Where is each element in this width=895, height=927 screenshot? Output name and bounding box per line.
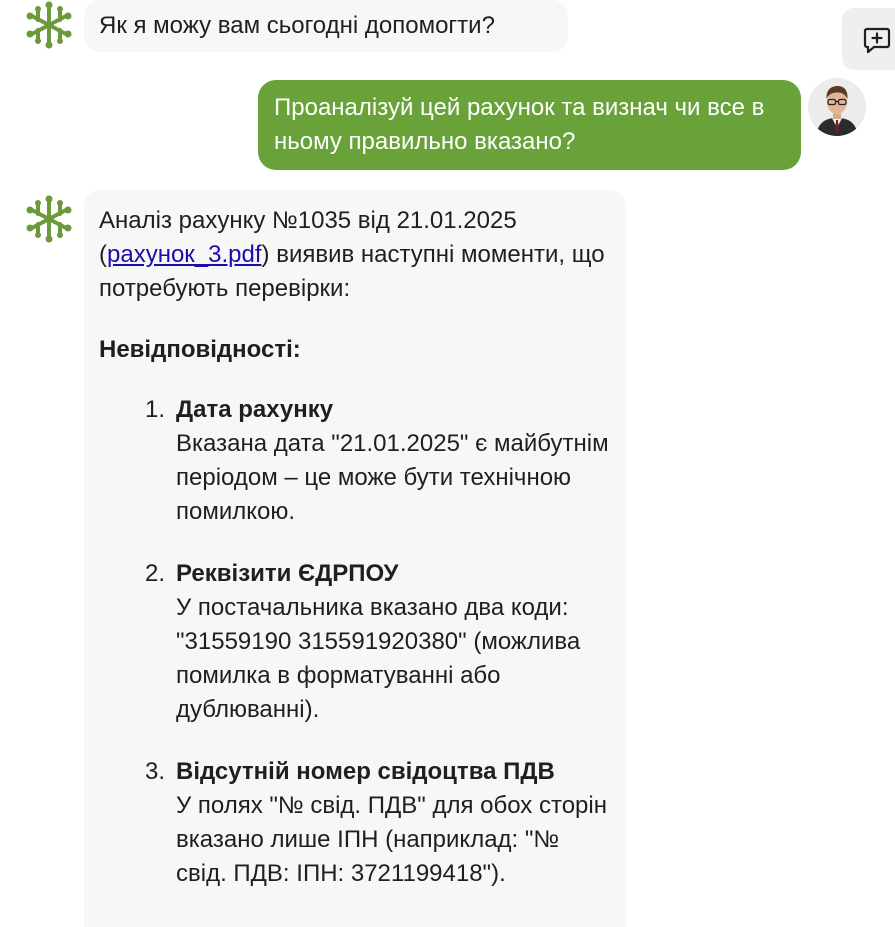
attachment-link[interactable]: рахунок_3.pdf — [107, 241, 262, 268]
list-item-description: У полях "№ свід. ПДВ" для обох сторін вказано лише ІПН (наприклад: "№ свід. ПДВ: ІПН: 3721199418"). — [176, 792, 607, 887]
bot-greeting-text: Як я можу вам сьогодні допомогти? — [99, 12, 495, 39]
list-item-description: Вказана дата "21.01.2025" є майбутнім періодом – це може бути технічною помилкою. — [176, 430, 609, 525]
bot-logo-icon — [24, 194, 74, 244]
list-item — [99, 755, 610, 891]
list-item — [99, 557, 610, 727]
analysis-intro — [99, 204, 610, 306]
new-chat-button[interactable] — [842, 8, 895, 70]
issues-list — [99, 393, 610, 891]
section-title: Невідповідності: — [99, 336, 301, 363]
list-item-title: Відсутній номер свідоцтва ПДВ — [176, 758, 555, 785]
analysis-intro-start: Аналіз рахунку №1035 від 21.01.2025 ( — [99, 207, 517, 268]
bot-analysis-bubble — [84, 190, 626, 927]
list-item-description: У постачальника вказано два коди: "31559190 315591920380" (можлива помилка в форматуванні або дублюванні). — [176, 594, 581, 723]
user-message-text: Проаналізуй цей рахунок та визнач чи все в ньому правильно вказано? — [274, 94, 765, 155]
user-avatar — [808, 78, 866, 136]
analysis-intro-end: ) виявив наступні моменти, що потребують перевірки: — [99, 241, 605, 302]
user-message-bubble — [258, 80, 801, 170]
list-item-title: Реквізити ЄДРПОУ — [176, 560, 399, 587]
bot-logo-icon — [24, 0, 74, 50]
new-chat-plus-icon — [863, 26, 891, 54]
list-item-number: 2. — [145, 560, 166, 587]
bot-greeting-bubble — [84, 0, 568, 52]
list-item-number: 3. — [145, 758, 166, 785]
list-item-number: 1. — [145, 396, 166, 423]
list-item — [99, 393, 610, 529]
list-item-title: Дата рахунку — [176, 396, 334, 423]
